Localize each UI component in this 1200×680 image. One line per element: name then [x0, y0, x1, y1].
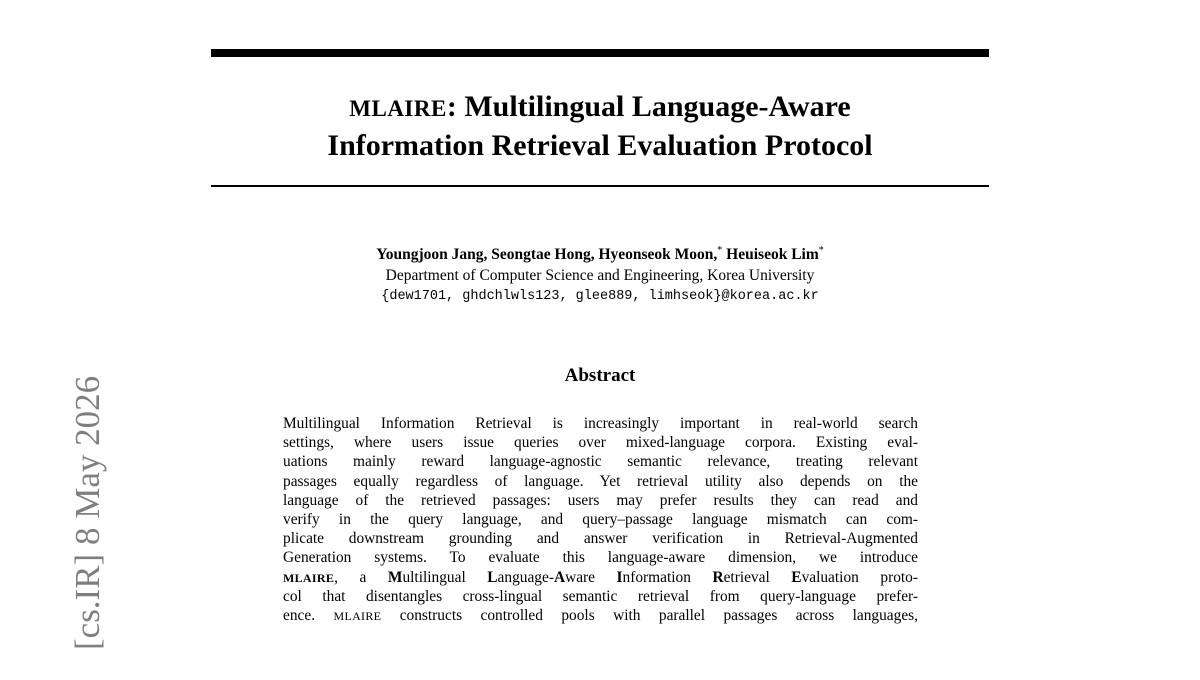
title-line-1-rest: : Multilingual Language-Aware [446, 90, 851, 123]
author-emails: {dew1701, ghdchlwls123, glee889, limhseok}@korea.ac.kr [381, 289, 819, 304]
author-names [211, 244, 989, 265]
acronym-text: ultilingual [402, 568, 488, 586]
acronym-text: , a [334, 568, 388, 586]
arxiv-side-stamp [28, 340, 107, 680]
abstract-heading: Abstract [564, 365, 636, 386]
acronym-name: MLAIRE [283, 570, 335, 585]
acronym-letter: E [791, 568, 802, 586]
acronym-text: ware [565, 568, 617, 586]
acronym-text: anguage- [497, 568, 554, 586]
title-line-2: Information Retrieval Evaluation Protocol [327, 129, 873, 162]
abstract-line: settings, where users issue queries over mixed-language corpora. Existing eval- [283, 434, 918, 452]
author-names-part1: Youngjoon Jang, Seongtae Hong, Hyeonseok Moon, [376, 246, 718, 263]
acronym-text: valuation proto- [801, 568, 918, 586]
abstract-line: passages equally regardless of language. Yet retrieval utility also depends on the [283, 472, 918, 490]
acronym-text: nformation [622, 568, 713, 586]
acronym-letter: R [712, 568, 724, 586]
abstract-line: Generation systems. To evaluate this language-aware dimension, we introduce [283, 549, 918, 567]
acronym-letter: L [487, 568, 498, 586]
acronym-letter: M [387, 568, 403, 586]
top-thick-rule [211, 49, 989, 57]
corresponding-star-1: * [717, 244, 723, 256]
acronym-text: etrieval [723, 568, 792, 586]
abstract-line: uations mainly reward language-agnostic semantic relevance, treating relevant [283, 453, 918, 471]
author-names-part2: Heuiseok Lim [726, 246, 819, 263]
author-block [211, 244, 989, 307]
acronym-letter: A [553, 568, 566, 586]
abstract-line: plicate downstream grounding and answer verification in Retrieval-Augmented [283, 530, 918, 548]
abstract-line-acronym [283, 568, 918, 587]
abstract-text: ence. [283, 606, 334, 624]
abstract-line: verify in the query language, and query–passage language mismatch can com- [283, 510, 918, 528]
paper-title [211, 88, 989, 164]
abstract-line [283, 606, 918, 625]
corresponding-star-2: * [818, 244, 824, 256]
abstract-line: Multilingual Information Retrieval is increasingly important in real-world search [283, 415, 918, 432]
title-bottom-rule [211, 185, 989, 187]
abstract-line: language of the retrieved passages: users may prefer results they can read and [283, 491, 918, 509]
acronym-name: MLAIRE [333, 608, 382, 623]
abstract-body [283, 414, 918, 625]
author-affiliation: Department of Computer Science and Engineering, Korea University [385, 267, 815, 284]
title-smallcaps-name: MLAIRE [349, 96, 447, 121]
abstract-line: col that disentangles cross-lingual semantic retrieval from query-language prefer- [283, 587, 918, 605]
abstract-text: constructs controlled pools with parallel passages across languages, [381, 606, 919, 624]
arxiv-stamp-text: [cs.IR] 8 May 2026 [68, 375, 107, 650]
acronym-letter: I [616, 568, 623, 586]
title-line-1 [211, 88, 989, 127]
